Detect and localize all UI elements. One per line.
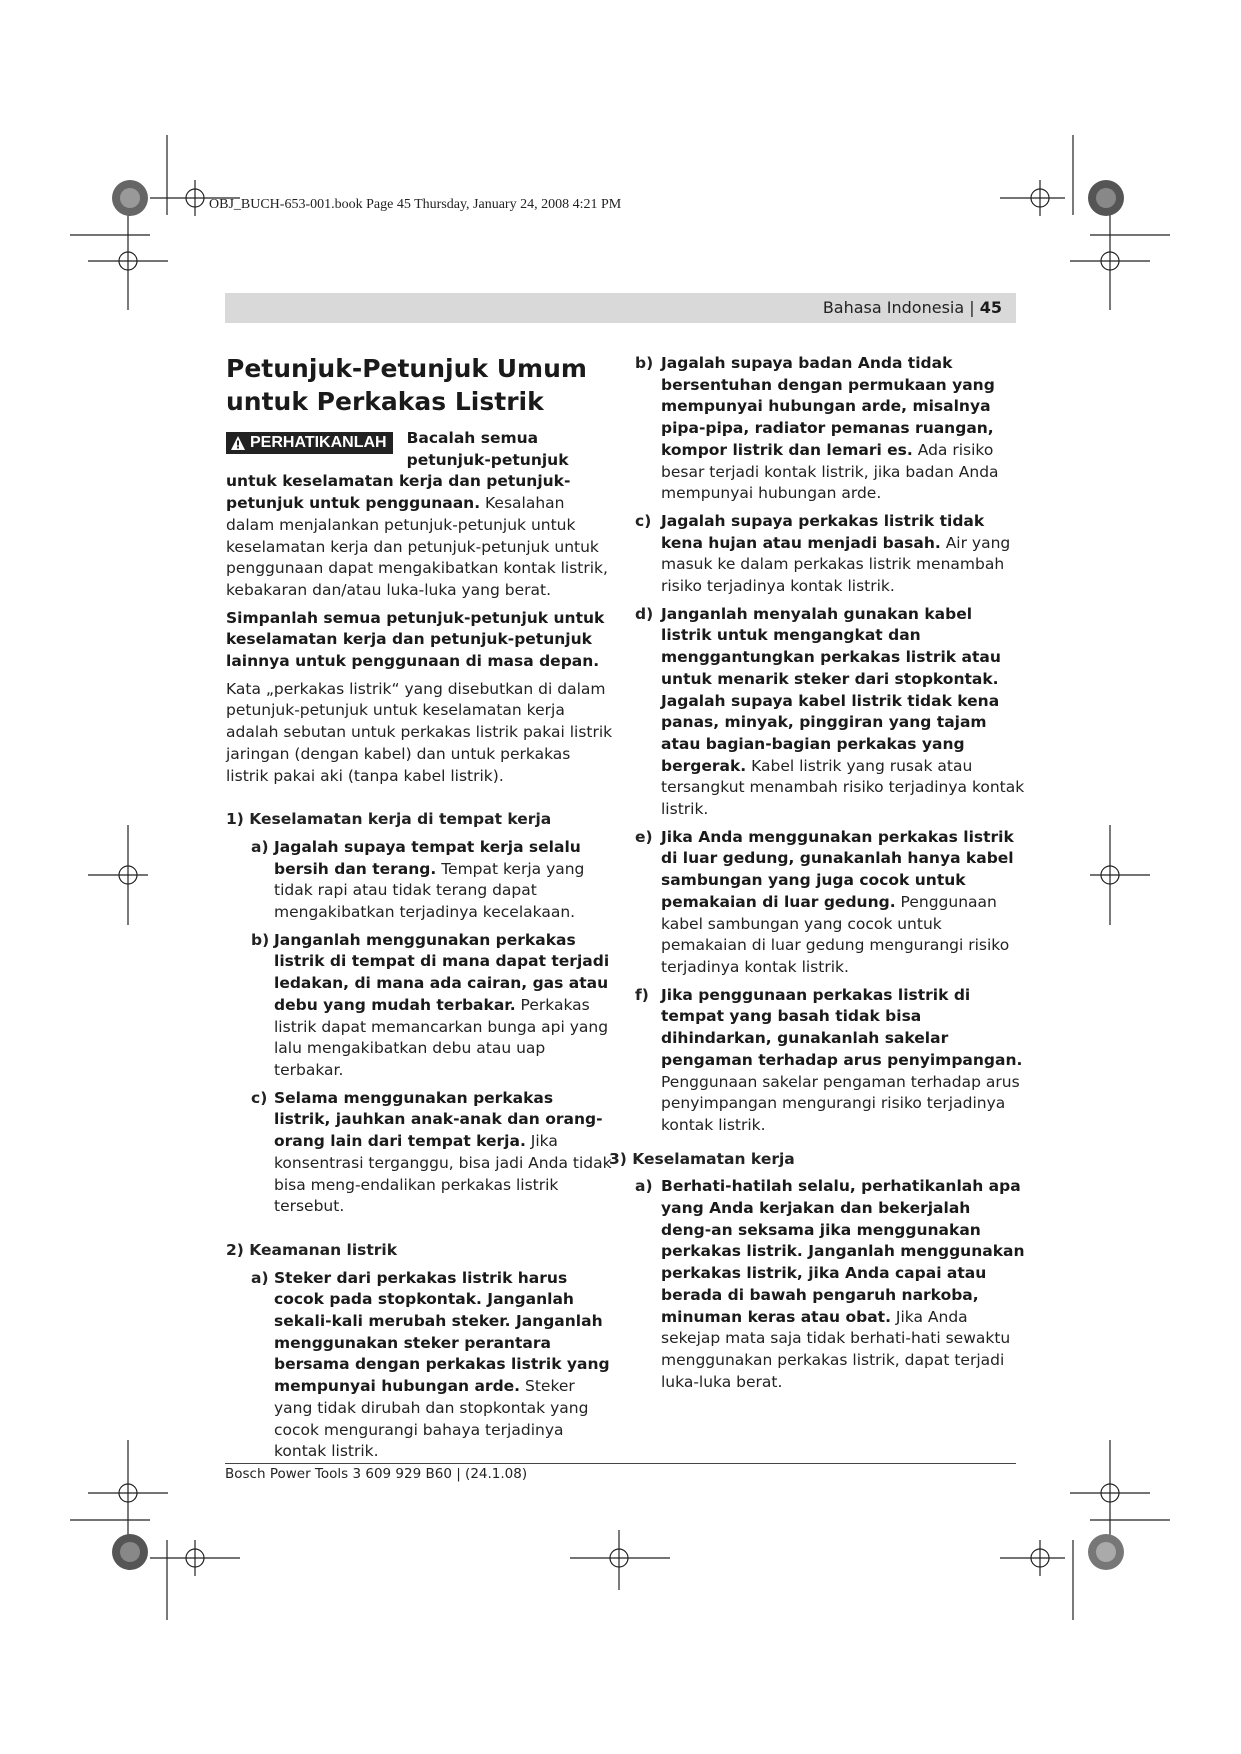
section-heading-2: 2) Keamanan listrik [226, 1240, 398, 1259]
item-label: d) [635, 604, 654, 623]
left-column [226, 352, 614, 1469]
intro-bold: Bacalah semua petunjuk-petunjuk untuk keselamatan kerja dan petunjuk-petunjuk untuk penggunaan. [226, 429, 571, 513]
page-header-bar [225, 293, 1016, 323]
item-label: a) [635, 1177, 653, 1196]
list-item [635, 1176, 1025, 1393]
header-language: Bahasa Indonesia [822, 298, 965, 317]
page-number: 45 [979, 298, 1002, 317]
list-item [226, 837, 614, 924]
warning-badge [226, 432, 393, 454]
list-item [226, 1088, 614, 1218]
item-text: Jika Anda sekejap mata saja tidak berhati-hati sewaktu menggunakan perkakas listrik, dapat terjadi luka-luka berat. [661, 1307, 1011, 1391]
item-label: a) [251, 1268, 269, 1287]
list-item [635, 511, 1025, 598]
footer-rule [225, 1463, 1016, 1464]
item-bold: Janganlah menggunakan perkakas listrik di tempat di mana dapat terjadi ledakan, di mana ada cairan, gas atau debu yang mudah terbakar. [274, 930, 610, 1014]
item-text: Jika konsentrasi terganggu, bisa jadi Anda tidak bisa meng-endalikan perkakas listrik tersebut. [274, 1132, 612, 1216]
item-label: f) [635, 985, 649, 1004]
item-text: Perkakas listrik dapat memancarkan bunga api yang lalu mengakibatkan debu atau uap terbakar. [274, 995, 609, 1079]
item-bold: Jika penggunaan perkakas listrik di tempat yang basah tidak bisa dihindarkan, gunakanlah sakelar pengaman terhadap arus penyimpangan. [661, 985, 1023, 1069]
item-label: e) [635, 827, 653, 846]
header-separator: | [969, 298, 975, 317]
title-line-2: untuk Perkakas Listrik [226, 387, 544, 416]
print-slug: OBJ_BUCH-653-001.book Page 45 Thursday, January 24, 2008 4:21 PM [209, 197, 622, 212]
section-heading-1: 1) Keselamatan kerja di tempat kerja [226, 810, 552, 829]
item-label: a) [251, 837, 269, 856]
list-item [635, 604, 1025, 821]
page-header [823, 298, 1002, 317]
item-text: Kabel listrik yang rusak atau tersangkut menambah risiko terjadinya kontak listrik. [661, 756, 1025, 819]
item-label: b) [251, 930, 270, 949]
item-bold: Selama menggunakan perkakas listrik, jauhkan anak-anak dan orang-orang lain dari tempat kerja. [274, 1088, 603, 1151]
definition-paragraph: Kata „perkakas listrik“ yang disebutkan di dalam petunjuk-petunjuk untuk keselamatan kerja adalah sebutan untuk perkakas listrik pakai listrik jaringan (dengan kabel) dan untuk perkakas listrik pakai aki (tanpa kabel listrik). [226, 679, 613, 785]
item-bold: Jika Anda menggunakan perkakas listrik di luar gedung, gunakanlah hanya kabel sambungan yang juga cocok untuk pemakaian di luar gedung. [661, 827, 1014, 911]
page-footer: Bosch Power Tools 3 609 929 B60 | (24.1.08) [225, 1466, 528, 1482]
item-bold: Berhati-hatilah selalu, perhatikanlah apa yang Anda kerjakan dan bekerjalah deng-an seksama jika menggunakan perkakas listrik. Janganlah menggunakan perkakas listrik, jika Anda capai atau berada di bawah pengaruh narkoba, minuman keras atau obat. [661, 1177, 1025, 1326]
item-label: b) [635, 354, 654, 372]
item-label: c) [635, 511, 652, 530]
item-text: Tempat kerja yang tidak rapi atau tidak terang dapat mengakibatkan terjadinya kecelakaan. [274, 859, 585, 922]
item-label: c) [251, 1088, 268, 1107]
item-bold: Jagalah supaya perkakas listrik tidak kena hujan atau menjadi basah. [661, 511, 985, 552]
warning-triangle-icon [230, 435, 246, 451]
list-item [635, 827, 1025, 979]
warning-label: PERHATIKANLAH [250, 434, 387, 451]
list-item [635, 353, 1025, 505]
item-text: Steker yang tidak dirubah dan stopkontak yang cocok mengurangi bahaya terjadinya kontak listrik. [274, 1377, 589, 1461]
intro-text: Kesalahan dalam menjalankan petunjuk-petunjuk untuk keselamatan kerja dan petunjuk-petunjuk untuk penggunaan dapat mengakibatkan kontak listrik, kebakaran dan/atau luka-luka yang berat. [226, 494, 608, 599]
item-bold: Jagalah supaya badan Anda tidak bersentuhan dengan permukaan yang mempunyai hubungan arde, misalnya pipa-pipa, radiator pemanas ruangan, kompor listrik dan lemari es. [661, 354, 995, 459]
right-column [609, 353, 1025, 1399]
item-text: Ada risiko besar terjadi kontak listrik, jika badan Anda mempunyai hubungan arde. [661, 440, 999, 503]
list-item [226, 930, 614, 1082]
page-title [226, 352, 614, 418]
title-line-1: Petunjuk-Petunjuk Umum [226, 354, 587, 383]
keep-instructions-text: Simpanlah semua petunjuk-petunjuk untuk keselamatan kerja dan petunjuk-petunjuk lainnya untuk penggunaan di masa depan. [226, 608, 605, 671]
item-bold: Janganlah menyalah gunakan kabel listrik untuk mengangkat dan menggantungkan perkakas listrik atau untuk menarik steker dari stopkontak. Jagalah supaya kabel listrik tidak kena panas, minyak, pinggiran yang tajam atau bagian-bagian perkakas yang bergerak. [661, 604, 1001, 775]
item-text: Air yang masuk ke dalam perkakas listrik menambah risiko terjadinya kontak listrik. [661, 533, 1011, 596]
intro-paragraph [226, 428, 614, 602]
list-item [635, 985, 1025, 1137]
list-item [226, 1268, 614, 1463]
item-bold: Steker dari perkakas listrik harus cocok pada stopkontak. Janganlah sekali-kali merubah steker. Janganlah menggunakan steker perantara bersama dengan perkakas listrik yang mempunyai hubungan arde. [274, 1268, 610, 1396]
item-text: Penggunaan kabel sambungan yang cocok untuk pemakaian di luar gedung mengurangi risiko terjadinya kontak listrik. [661, 892, 1010, 976]
item-bold: Jagalah supaya tempat kerja selalu bersih dan terang. [274, 837, 581, 878]
item-text: Penggunaan sakelar pengaman terhadap arus penyimpangan mengurangi risiko terjadinya kontak listrik. [661, 1072, 1020, 1134]
section-heading-3: 3) Keselamatan kerja [609, 1149, 795, 1168]
keep-instructions [226, 608, 614, 673]
